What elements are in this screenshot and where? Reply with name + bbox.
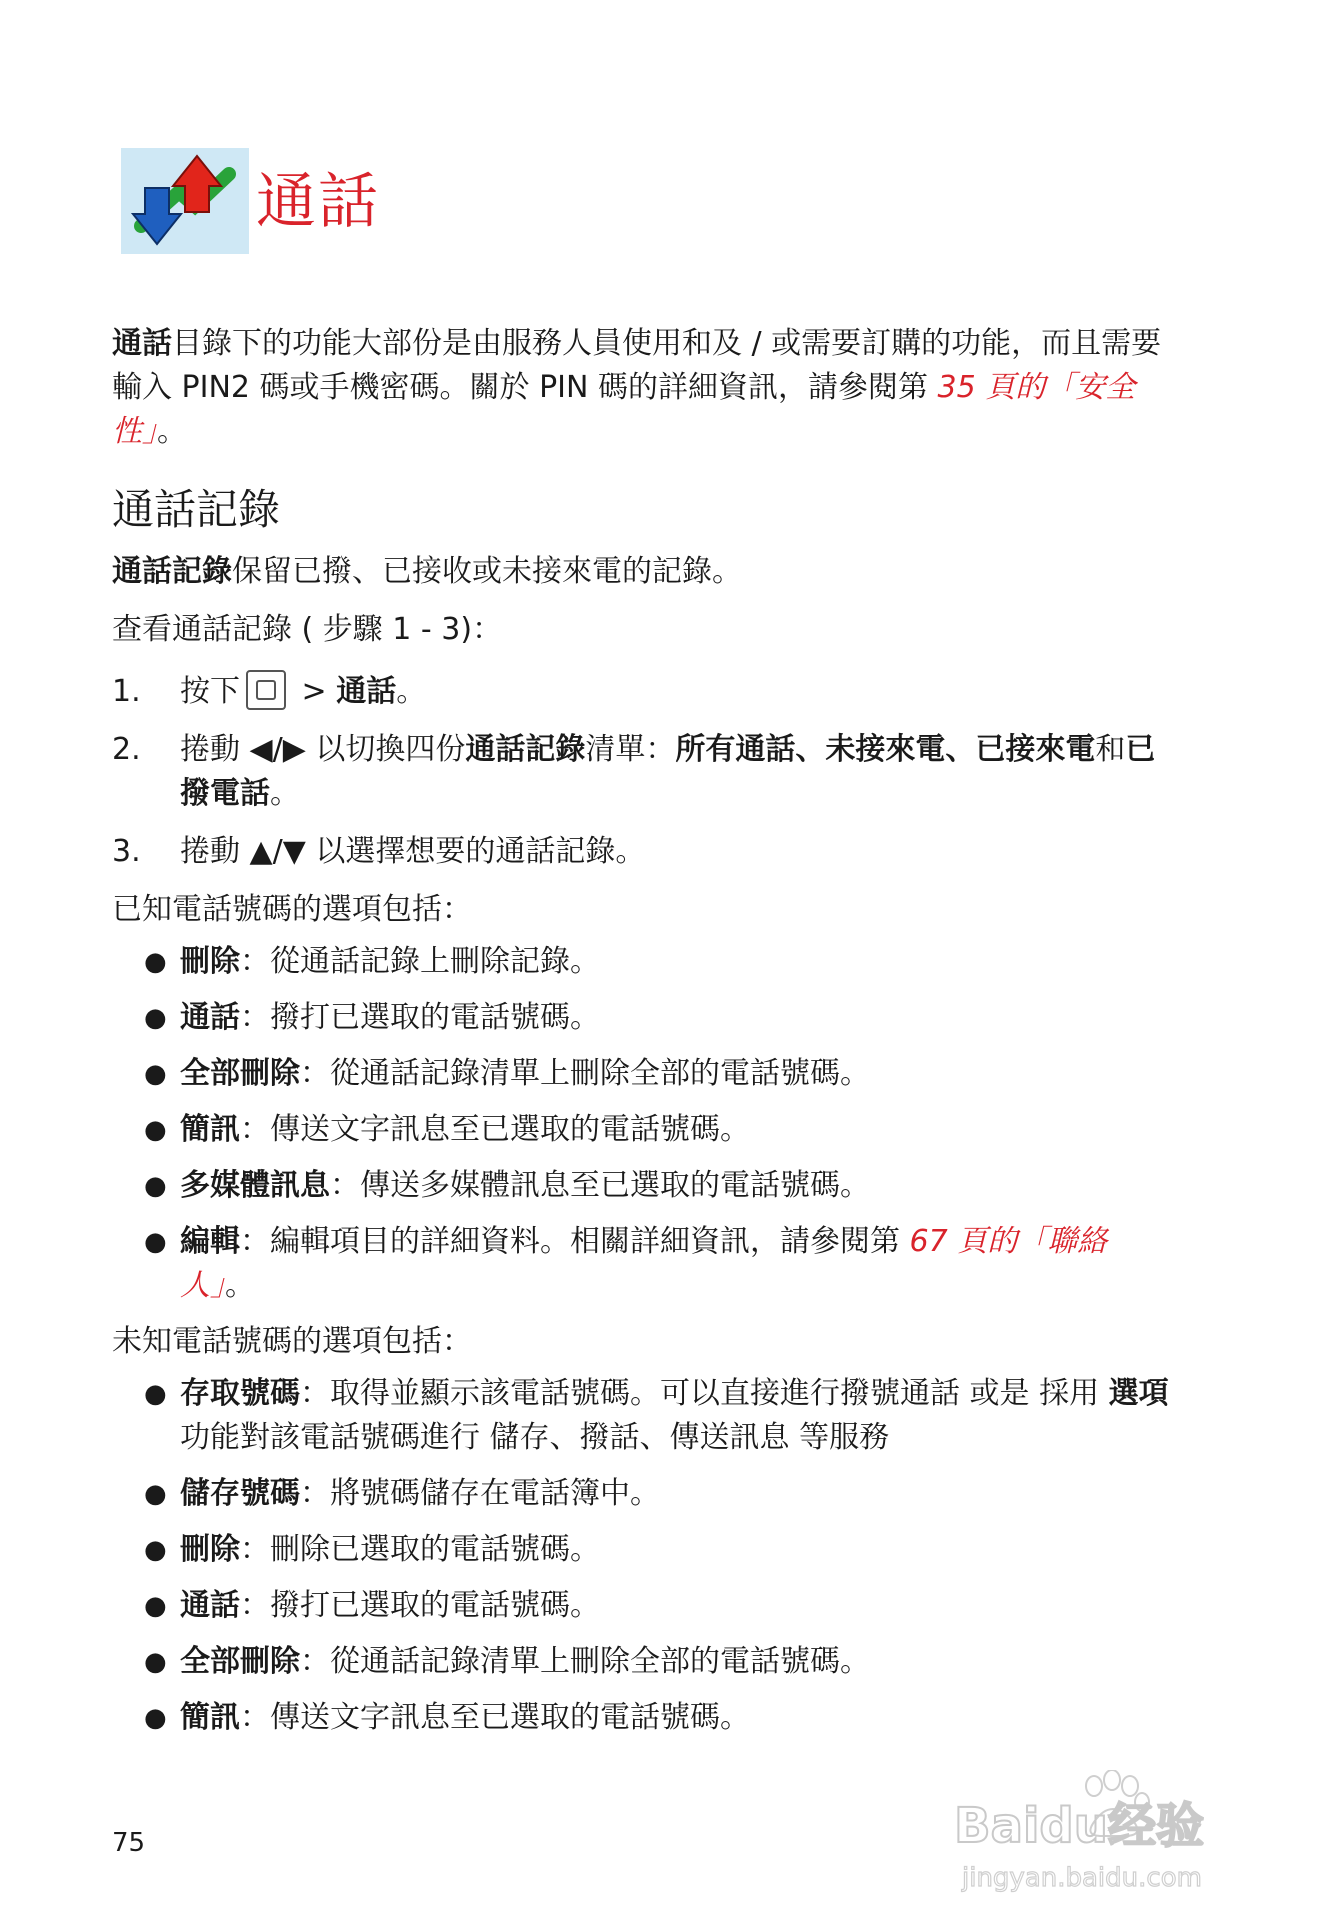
steps-list (112, 670, 1172, 874)
bullet-icon: ● (144, 947, 167, 977)
known-options-list (112, 940, 1172, 1308)
bullet-icon: ● (144, 1171, 167, 1201)
bullet-icon: ● (144, 1591, 167, 1621)
list-item: ● 通話：撥打已選取的電話號碼。 (112, 1584, 1172, 1628)
bullet-icon: ● (144, 1479, 167, 1509)
bullet-icon: ● (144, 1647, 167, 1677)
list-item: ● 刪除：刪除已選取的電話號碼。 (112, 1528, 1172, 1572)
watermark-main: Baidu经验 (954, 1798, 1204, 1854)
bullet-icon: ● (144, 1059, 167, 1089)
step-number: 3. (112, 834, 141, 869)
list-item: ● 刪除：從通話記錄上刪除記錄。 (112, 940, 1172, 984)
list-item: ● 簡訊：傳送文字訊息至已選取的電話號碼。 (112, 1696, 1172, 1740)
page-content (112, 322, 1172, 1752)
bullet-icon: ● (144, 1379, 167, 1409)
bullet-icon: ● (144, 1227, 167, 1257)
section-desc-bold: 通話記錄 (112, 554, 232, 589)
step-number: 1. (112, 674, 141, 709)
xref-contacts-link[interactable]: 67 頁的「聯絡人」 (180, 1224, 1108, 1303)
step-3 (112, 830, 1172, 874)
section-description (112, 550, 1172, 594)
intro-text: 目錄下的功能大部份是由服務人員使用和及 / 或需要訂購的功能，而且需要輸入 PIN2 碼或手機密碼。關於 PIN 碼的詳細資訊，請參閱第 (112, 326, 1162, 405)
list-item: ● 存取號碼：取得並顯示該電話號碼。可以直接進行撥號通話 或是 採用 選項 功能對該電話號碼進行 儲存、撥話、傳送訊息 等服務 (112, 1372, 1172, 1460)
step-number: 2. (112, 732, 141, 767)
xref-security-link[interactable]: 35 頁的「安全性」 (112, 370, 1136, 449)
list-item: ● 多媒體訊息：傳送多媒體訊息至已選取的電話號碼。 (112, 1164, 1172, 1208)
page-number: 75 (112, 1828, 146, 1858)
steps-intro: 查看通話記錄 ( 步驟 1 - 3)： (112, 612, 503, 647)
list-item: ● 全部刪除：從通話記錄清單上刪除全部的電話號碼。 (112, 1640, 1172, 1684)
list-item: ● 通話：撥打已選取的電話號碼。 (112, 996, 1172, 1040)
list-item: ● 儲存號碼：將號碼儲存在電話簿中。 (112, 1472, 1172, 1516)
intro-paragraph (112, 322, 1172, 454)
list-item: ● 編輯：編輯項目的詳細資料。相關詳細資訊，請參閱第 67 頁的「聯絡人」。 (112, 1220, 1172, 1308)
intro-end: 。 (157, 414, 187, 449)
section-heading: 通話記錄 (112, 485, 281, 534)
bullet-icon: ● (144, 1703, 167, 1733)
unknown-options-list (112, 1372, 1172, 1740)
step-text: 捲動 ◀/▶ 以切換四份通話記錄清單：所有通話、未接來電、已接來電和已撥電話。 (180, 732, 1156, 811)
menu-key-icon (246, 670, 286, 710)
step-text: 按下 > 通話。 (180, 670, 1172, 714)
step-text: 捲動 ▲/▼ 以選擇想要的通話記錄。 (180, 834, 646, 869)
section-desc-text: 保留已撥、已接收或未接來電的記錄。 (232, 554, 742, 589)
list-item: ● 全部刪除：從通話記錄清單上刪除全部的電話號碼。 (112, 1052, 1172, 1096)
bullet-icon: ● (144, 1003, 167, 1033)
call-arrows-icon (121, 148, 249, 254)
chapter-title: 通話 (256, 167, 380, 237)
known-options-intro: 已知電話號碼的選項包括： (112, 892, 472, 927)
intro-bold: 通話 (112, 326, 172, 361)
list-item: ● 簡訊：傳送文字訊息至已選取的電話號碼。 (112, 1108, 1172, 1152)
watermark-sub: jingyan.baidu.com (962, 1863, 1202, 1893)
bullet-icon: ● (144, 1115, 167, 1145)
step-2 (112, 728, 1172, 816)
unknown-options-intro: 未知電話號碼的選項包括： (112, 1324, 472, 1359)
step-1 (112, 670, 1172, 714)
baidu-watermark (944, 1770, 1284, 1900)
bullet-icon: ● (144, 1535, 167, 1565)
